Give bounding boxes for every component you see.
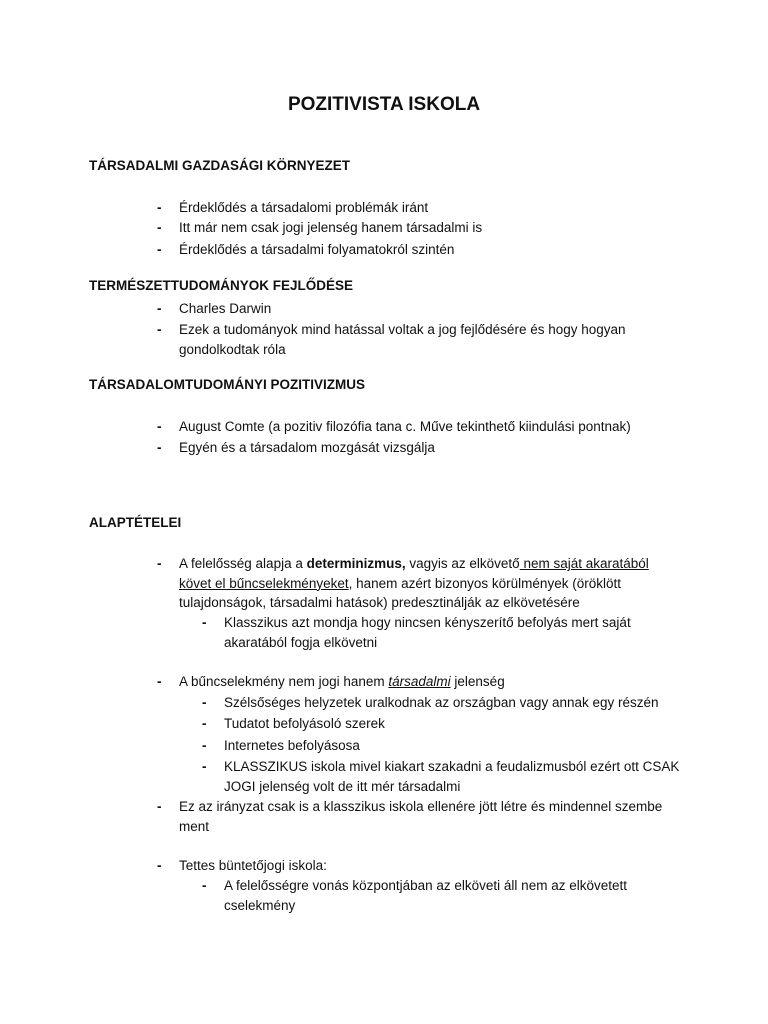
bullet-dash: - bbox=[157, 674, 162, 689]
bullet-dash: - bbox=[157, 440, 162, 455]
list-item-determinism bbox=[179, 554, 684, 613]
text-run: , hanem azért bizonyos körülmények (öröklött tulajdonságok, társadalmi hatások) predesztinálják az elkövetésére bbox=[179, 575, 621, 610]
bullet-dash: - bbox=[157, 799, 162, 814]
sub-bullet-dash: - bbox=[202, 759, 207, 774]
list-item: Itt már nem csak jogi jelenség hanem társadalmi is bbox=[179, 220, 483, 235]
list-item: Ezek a tudományok mind hatással voltak a jog fejlődésére és hogy hogyan gondolkodtak róla bbox=[179, 322, 626, 357]
sub-bullet-dash: - bbox=[202, 738, 207, 753]
bullet-dash: - bbox=[157, 858, 162, 873]
list-item: Érdeklődés a társadalomi problémák iránt bbox=[179, 200, 429, 215]
bullet-dash: - bbox=[157, 220, 162, 235]
sub-bullet-dash: - bbox=[202, 615, 207, 630]
section-heading-natural-sciences: TERMÉSZETTUDOMÁNYOK FEJLŐDÉSE bbox=[89, 278, 354, 293]
list-item: Ez az irányzat csak is a klasszikus iskola ellenére jött létre és mindennel szembe ment bbox=[179, 799, 663, 834]
list-item: Érdeklődés a társadalmi folyamatokról szintén bbox=[179, 242, 455, 257]
text-run: vagyis az elkövető bbox=[405, 556, 520, 571]
section-heading-environment: TÁRSADALMI GAZDASÁGI KÖRNYEZET bbox=[89, 158, 350, 173]
sub-list-item: KLASSZIKUS iskola mivel kiakart szakadni a feudalizmusból ezért ott CSAK JOGI jelenség volt de itt mér társadalmi bbox=[224, 759, 680, 794]
underlined-phrase: nem saját akaratából követ el bűncselekményeket bbox=[179, 556, 649, 591]
sub-list-item: Internetes befolyásosa bbox=[224, 738, 360, 753]
bullet-dash: - bbox=[157, 200, 162, 215]
list-item: Tettes büntetőjogi iskola: bbox=[179, 858, 327, 873]
sub-list-item: A felelősségre vonás központjában az elköveti áll nem az elkövetett cselekmény bbox=[224, 878, 627, 913]
sub-list-item: Szélsőséges helyzetek uralkodnak az országban vagy annak egy részén bbox=[224, 695, 659, 710]
list-item: Charles Darwin bbox=[179, 301, 272, 316]
bullet-dash: - bbox=[157, 556, 162, 571]
text-run: A bűncselekmény nem jogi hanem bbox=[179, 674, 389, 689]
sub-bullet-dash: - bbox=[202, 878, 207, 893]
list-item: Egyén és a társadalom mozgását vizsgálja bbox=[179, 440, 435, 455]
bullet-dash: - bbox=[157, 242, 162, 257]
text-run: A felelősség alapja a bbox=[179, 556, 307, 571]
section-heading-social-positivism: TÁRSADALOMTUDOMÁNYI POZITIVIZMUS bbox=[89, 377, 365, 392]
sub-list-item: Tudatot befolyásoló szerek bbox=[224, 716, 385, 731]
page-title: POZITIVISTA ISKOLA bbox=[287, 94, 481, 115]
sub-bullet-dash: - bbox=[202, 695, 207, 710]
sub-list-item: Klasszikus azt mondja hogy nincsen kényszerítő befolyás mert saját akaratából fogja elkövetni bbox=[224, 615, 631, 650]
section-heading-principles: ALAPTÉTELEI bbox=[89, 515, 182, 530]
list-item-social-phenomenon bbox=[179, 672, 684, 692]
list-item: August Comte (a pozitiv filozófia tana c. Műve tekinthető kiindulási pontnak) bbox=[179, 419, 631, 434]
sub-bullet-dash: - bbox=[202, 716, 207, 731]
emphasized-term: társadalmi bbox=[388, 674, 451, 689]
text-run: jelenség bbox=[450, 674, 505, 689]
bullet-dash: - bbox=[157, 301, 162, 316]
bold-term: determinizmus, bbox=[306, 556, 406, 571]
bullet-dash: - bbox=[157, 322, 162, 337]
bullet-dash: - bbox=[157, 419, 162, 434]
